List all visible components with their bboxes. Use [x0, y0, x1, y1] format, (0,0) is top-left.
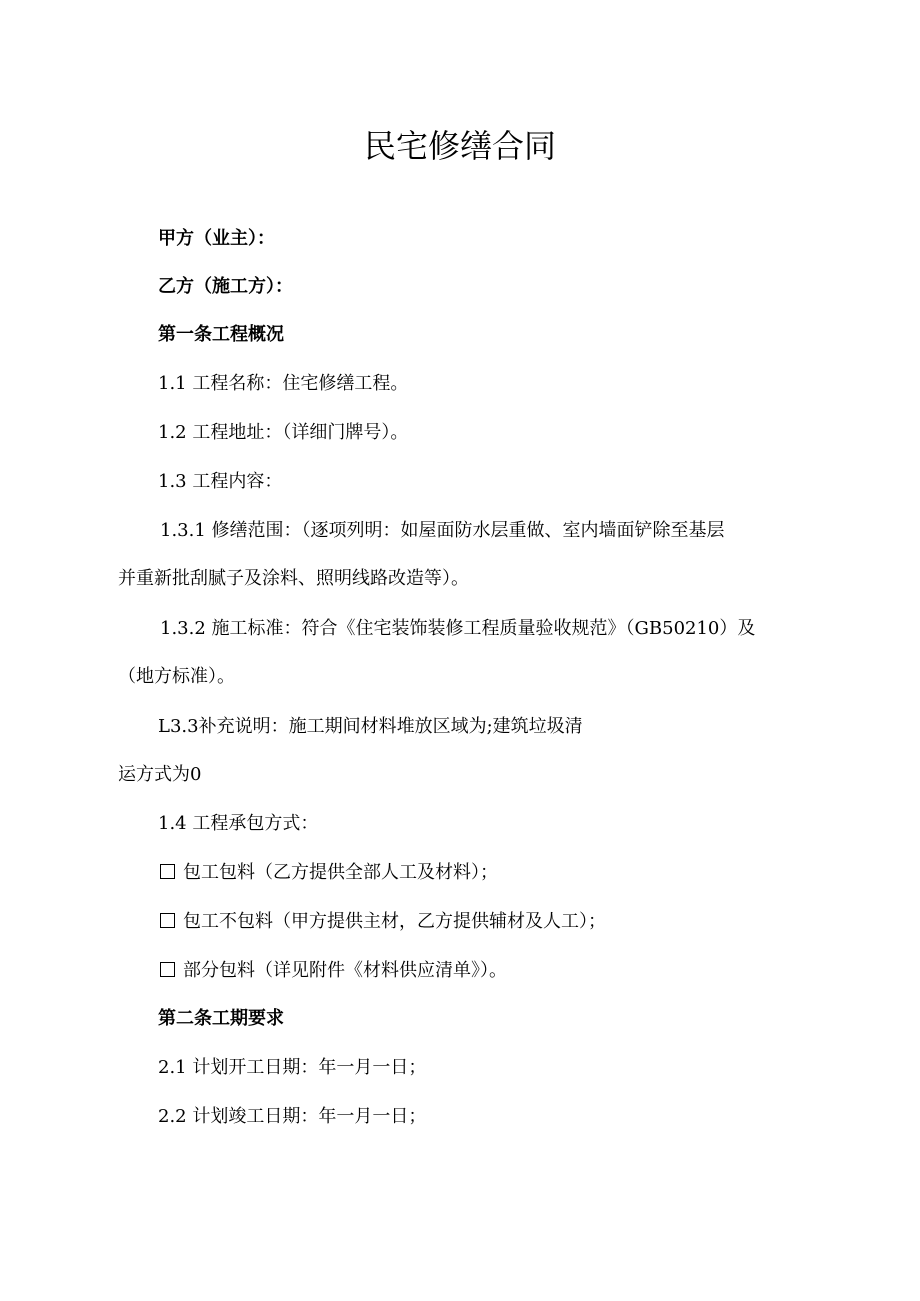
item-2-2: 2.2 计划竣工日期：年一月一日；: [158, 1106, 427, 1127]
item-1-3-1-line-1: 1.3.1 修缮范围：（逐项列明：如屋面防水层重做、室内墙面铲除至基层: [160, 520, 725, 541]
item-1-3-2-line-2: （地方标准）。: [118, 666, 235, 687]
item-1-3-3-line-2: 运方式为0: [118, 764, 202, 785]
option-row-1: [160, 860, 498, 886]
item-1-3-1-line-2: 并重新批刮腻子及涂料、照明线路改造等）。: [118, 568, 469, 589]
item-1-1: 1.1 工程名称：住宅修缮工程。: [158, 373, 409, 394]
option-label-1: 包工包料（乙方提供全部人工及材料）；: [183, 862, 498, 883]
document-title: 民宅修缮合同: [363, 127, 556, 165]
option-row-2: [160, 909, 606, 935]
option-row-3: [160, 958, 507, 984]
option-label-2: 包工不包料（甲方提供主材，乙方提供辅材及人工）；: [183, 911, 606, 932]
item-1-3-2-line-1: 1.3.2 施工标准：符合《住宅装饰装修工程质量验收规范》（GB50210）及: [160, 618, 756, 639]
item-1-4: 1.4 工程承包方式：: [158, 813, 319, 834]
checkbox-icon[interactable]: [160, 913, 175, 928]
checkbox-icon[interactable]: [160, 962, 175, 977]
item-2-1: 2.1 计划开工日期：年一月一日；: [158, 1057, 427, 1078]
item-1-3: 1.3 工程内容：: [158, 471, 283, 492]
checkbox-icon[interactable]: [160, 864, 175, 879]
article-2-heading: 第二条工期要求: [158, 1008, 284, 1029]
article-1-heading: 第一条工程概况: [158, 324, 284, 345]
item-1-2: 1.2 工程地址：（详细门牌号）。: [158, 422, 409, 443]
option-label-3: 部分包料（详见附件《材料供应清单》）。: [183, 960, 507, 981]
party-b-line: 乙方（施工方）：: [158, 276, 293, 297]
item-1-3-3-line-1: L3.3补充说明：施工期间材料堆放区域为;建筑垃圾清: [158, 716, 583, 737]
party-a-line: 甲方（业主）：: [158, 228, 275, 249]
